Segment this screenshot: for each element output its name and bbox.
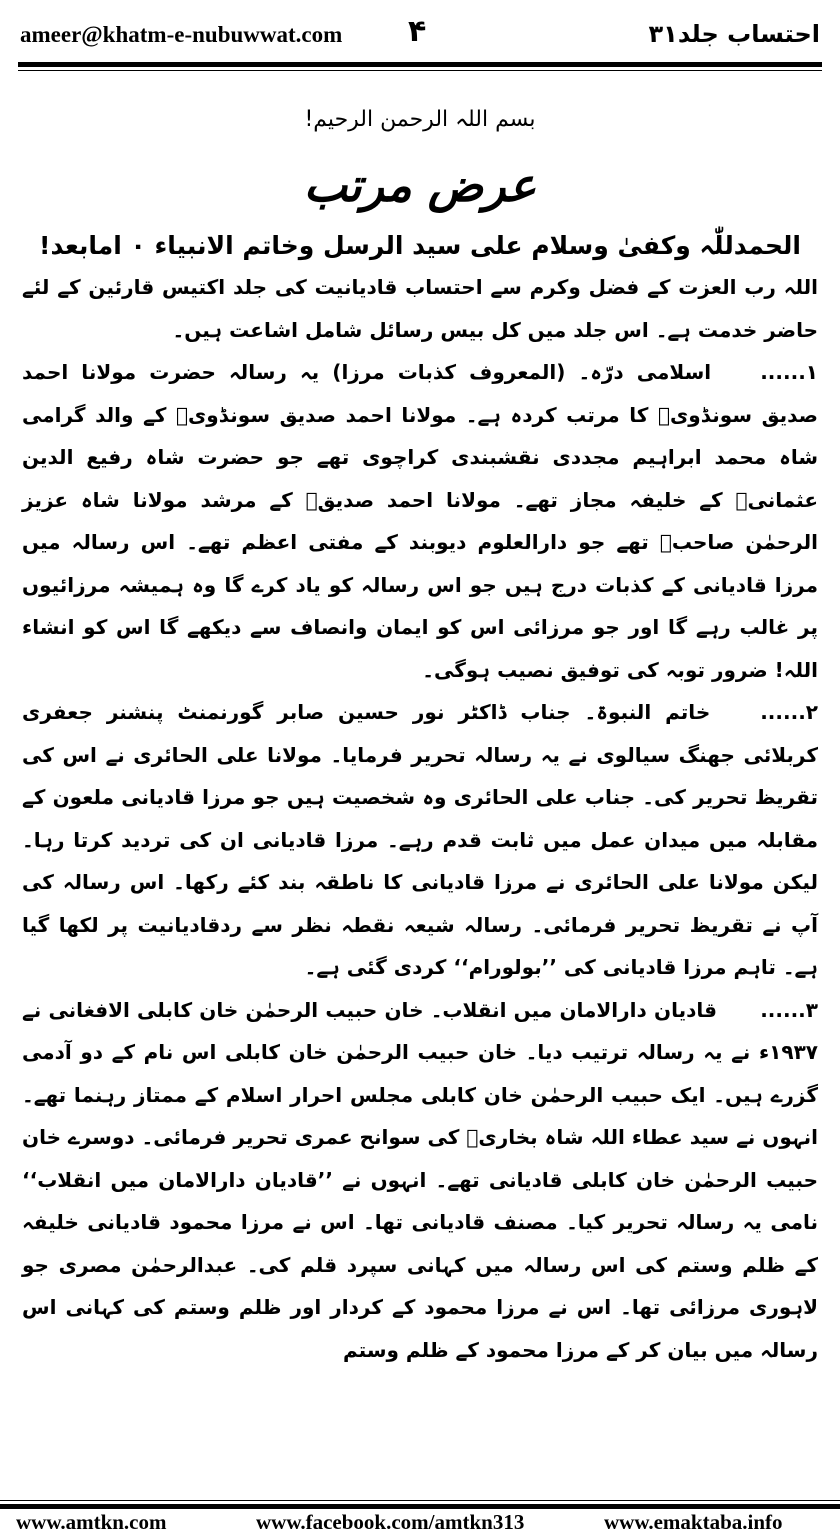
bismillah: بسم اللہ الرحمن الرحیم! bbox=[304, 107, 536, 132]
footer-rule-thick bbox=[0, 1504, 840, 1509]
footer-link-emaktaba[interactable]: www.emaktaba.info bbox=[604, 1510, 783, 1534]
item-title: قادیان دارالامان میں انقلاب۔ bbox=[430, 997, 717, 1022]
page-header bbox=[0, 0, 840, 80]
page-footer bbox=[0, 1498, 840, 1540]
page-number: ۴ bbox=[408, 14, 427, 49]
header-rule-thick bbox=[18, 62, 822, 67]
item-number: ۱...... bbox=[760, 360, 819, 384]
item-text: یہ رسالہ حضرت مولانا احمد صدیق سونڈویؒ کا مرتب کردہ ہے۔ مولانا احمد صدیق سونڈویؒ کے والد گرامی شاہ محمد ابراہیم مجددی نقشبندی کراچوی تھے جو حضرت شاہ رفیع الدین عثمانیؒ کے خلیفہ مجاز تھے۔ مولانا احمد صدیقؒ کے مرشد مولانا شاہ عزیز الرحمٰن صاحبؒ تھے جو دارالعلوم دیوبند کے مفتی اعظم تھے۔ اس رسالہ میں مرزا قادیانی کے کذبات درج ہیں جو اس رسالہ کو یاد کرے گا وہ ہمیشہ مرزائیوں پر غالب رہے گا اور جو مرزائی اس کو ایمان وانصاف سے دیکھے گا اس کو انشاء اللہ! ضرور توبہ کی توفیق نصیب ہوگی۔ bbox=[22, 360, 818, 682]
header-email[interactable]: ameer@khatm-e-nubuwwat.com bbox=[20, 22, 343, 47]
item-title: اسلامی درّہ۔ (المعروف کذبات مرزا) bbox=[332, 360, 712, 384]
footer-link-facebook[interactable]: www.facebook.com/amtkn313 bbox=[256, 1510, 525, 1534]
page-content bbox=[22, 96, 818, 1371]
footer-link-amtkn[interactable]: www.amtkn.com bbox=[16, 1510, 167, 1534]
footer-rule-thin bbox=[0, 1500, 840, 1501]
item-number: ۳...... bbox=[760, 997, 818, 1022]
item-text: جناب ڈاکٹر نور حسین صابر گورنمنٹ پنشنر جعفری کربلائی جھنگ سیالوی نے یہ رسالہ تحریر فرمایا۔ مولانا علی الحائری نے اس کی تقریظ تحریر کی۔ جناب علی الحائری وہ شخصیت ہیں جو مرزا قادیانی ملعون کے مقابلہ میں میدان عمل میں ثابت قدم رہے۔ مرزا قادیانی ان کی تردید کرتا رہا۔ لیکن مولانا علی الحائری نے مرزا قادیانی کا ناطقہ بند کئے رکھا۔ اس رسالہ کی آپ نے تقریظ تحریر فرمائی۔ رسالہ شیعہ نقطہ نظر سے ردقادیانیت پر لکھا گیا ہے۔ تاہم مرزا قادیانی کی ’’بولورام‘‘ کردی گئی ہے۔ bbox=[22, 700, 818, 979]
item-title: خاتم النبوۃ۔ bbox=[584, 700, 711, 724]
header-rule-thin bbox=[18, 70, 822, 71]
hamd-line: الحمدللّٰہ وکفیٰ وسلام علی سید الرسل وخاتم الانبیاء ۰ امابعد! bbox=[39, 231, 801, 260]
intro-paragraph: اللہ رب العزت کے فضل وکرم سے احتساب قادیانیت کی جلد اکتیس قارئین کے لئے حاضر خدمت ہے۔ اس جلد میں کل بیس رسائل شامل اشاعت ہیں۔ bbox=[22, 275, 818, 342]
item-text: خان حبیب الرحمٰن خان کابلی الافغانی نے ۱۹۳۷ء نے یہ رسالہ ترتیب دیا۔ خان حبیب الرحمٰن خان کابلی اس نام کے دو آدمی گزرے ہیں۔ ایک حبیب الرحمٰن خان کابلی مجلس احرار اسلام کے ممتاز رہنما تھے۔ انہوں نے سید عطاء اللہ شاہ بخاریؒ کی سوانح عمری تحریر فرمائی۔ دوسرے خان حبیب الرحمٰن خان کابلی قادیانی تھے۔ انہوں نے ’’قادیان دارالامان میں انقلاب‘‘ نامی یہ رسالہ تحریر کیا۔ مصنف قادیانی تھا۔ اس نے مرزا محمود قادیانی خلیفہ کے ظلم وستم کی اس رسالہ میں کہانی سپرد قلم کی۔ عبدالرحمٰن مصری جو لاہوری مرزائی تھا۔ اس نے مرزا محمود کے کردار اور ظلم وستم کی کہانی اس رسالہ میں بیان کر کے مرزا محمود کے ظلم وستم bbox=[22, 997, 818, 1362]
list-item bbox=[22, 691, 818, 989]
item-number: ۲...... bbox=[760, 700, 819, 724]
section-heading: عرض مرتب bbox=[303, 158, 537, 212]
list-item bbox=[22, 989, 818, 1372]
book-title: احتساب جلد۳۱ bbox=[648, 20, 820, 48]
list-item bbox=[22, 351, 818, 691]
